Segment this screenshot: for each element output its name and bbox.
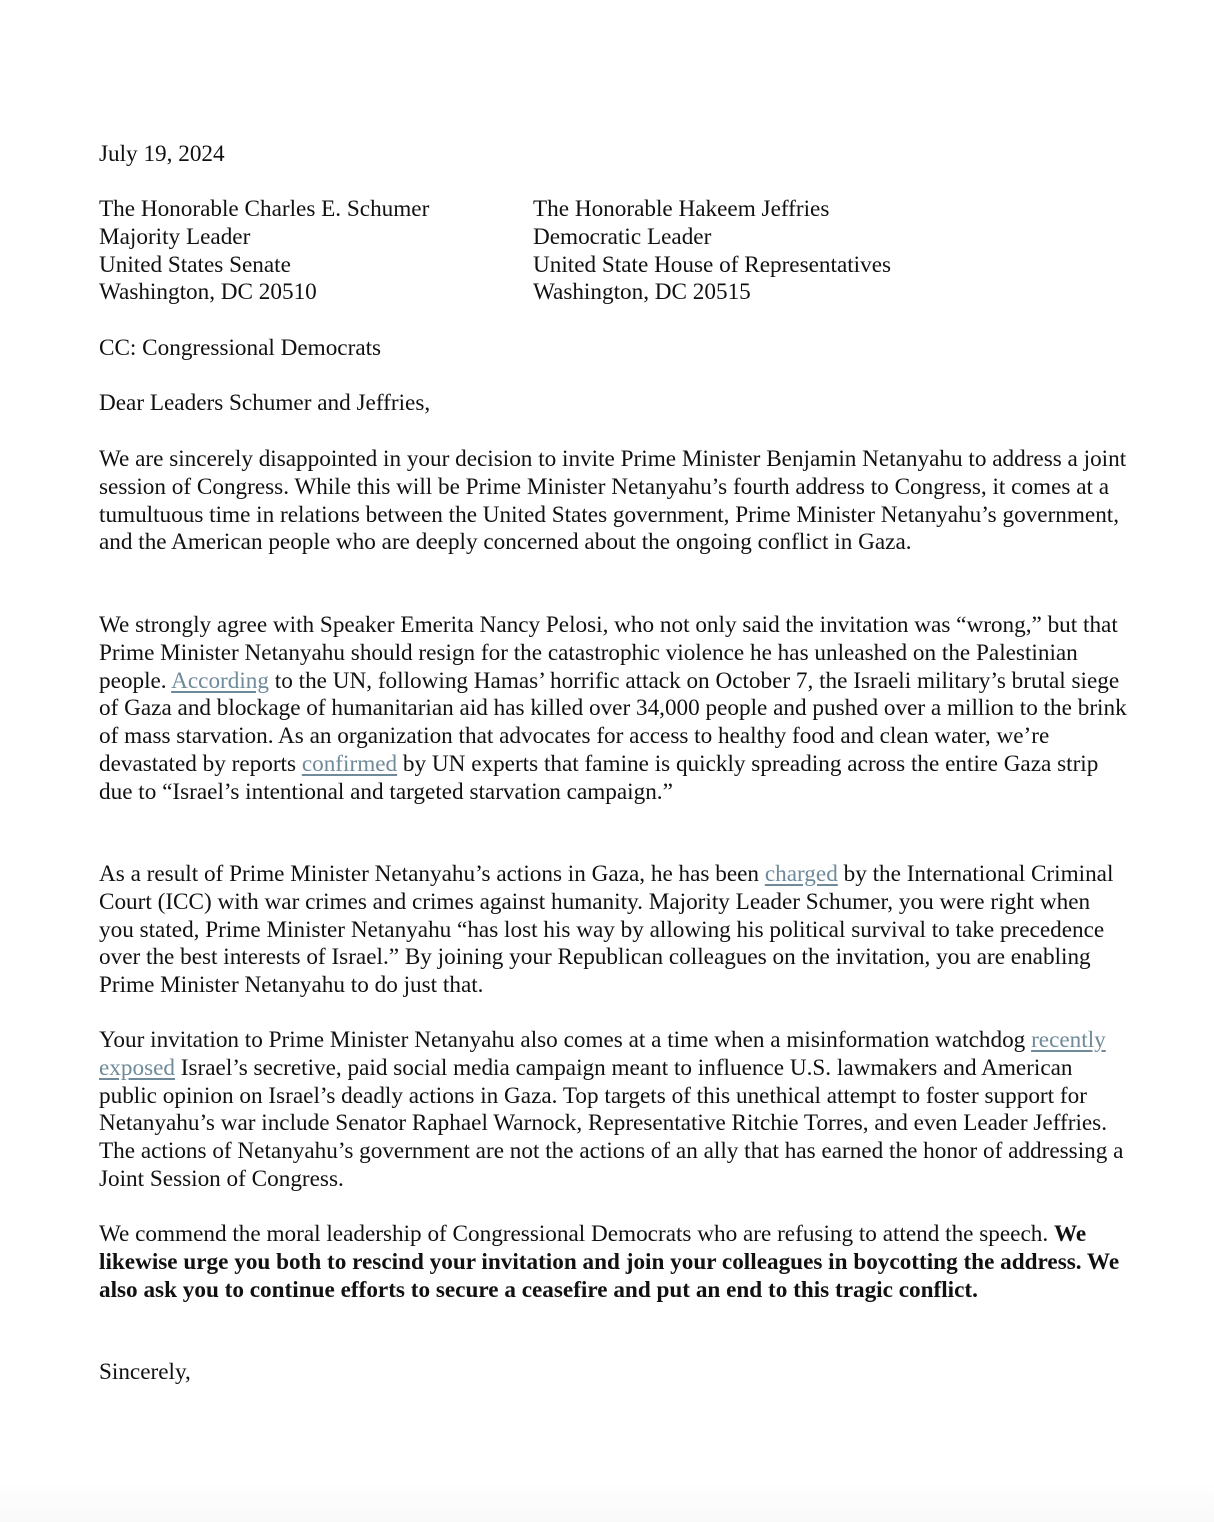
paragraph-3-text: As a result of Prime Minister Netanyahu’s actions in Gaza, he has been (99, 861, 765, 887)
paragraph-2-text: to the UN, following Hamas’ horrific attack on October 7, the Israeli military’s brutal siege of Gaza and blockage of humanitarian aid has killed over 34,000 people and pushed over a million to the brink of mass starvation. As an organization that advocates for access to healthy food and clean water, we’re devastated by reports (99, 667, 1127, 777)
paragraph-4 (99, 1027, 1129, 1194)
recipient-jeffries (533, 196, 1133, 307)
recipient-line: United State House of Representatives (533, 251, 892, 278)
paragraph-5 (99, 1221, 1129, 1304)
according-link[interactable]: According (171, 667, 269, 694)
charged-link[interactable]: charged (764, 861, 838, 887)
paragraph-2-text: by UN experts that famine is quickly spreading across the entire Gaza strip due to “Israel’s intentional and targeted starvation campaign.” (99, 750, 1099, 805)
confirmed-link[interactable]: confirmed (301, 750, 398, 777)
recipient-line: Democratic Leader (533, 223, 712, 250)
recently-exposed-link[interactable]: recently exposed (99, 1027, 1106, 1081)
letter-date: July 19, 2024 (99, 141, 225, 167)
recipient-line: Washington, DC 20510 (99, 279, 317, 306)
page-bottom-edge (0, 1482, 1214, 1522)
paragraph-4-text: Israel’s secretive, paid social media campaign meant to influence U.S. lawmakers and American public opinion on Israel’s deadly actions in Gaza. Top targets of this unethical attempt to foster support for Netanyahu’s war include Senator Raphael Warnock, Representative Ritchie Torres, and even Leader Jeffries. The actions of Netanyahu’s government are not the actions of an ally that has earned the honor of addressing a Joint Session of Congress. (99, 1054, 1124, 1192)
paragraph-4-text: Your invitation to Prime Minister Netanyahu also comes at a time when a misinformation watchdog (99, 1027, 1032, 1053)
recipient-line: United States Senate (99, 251, 291, 278)
closing: Sincerely, (99, 1359, 191, 1385)
recipient-line: Majority Leader (99, 223, 251, 250)
recipient-line: The Honorable Charles E. Schumer (99, 196, 430, 222)
recipient-line: Washington, DC 20515 (533, 279, 751, 306)
paragraph-1: We are sincerely disappointed in your decision to invite Prime Minister Benjamin Netanyahu to address a joint session of Congress. While this will be Prime Minister Netanyahu’s fourth address to Congress, it comes at a tumultuous time in relations between the United States government, Prime Minister Netanyahu’s government, and the American people who are deeply concerned about the ongoing conflict in Gaza. (99, 446, 1127, 556)
paragraph-5-request: We likewise urge you both to rescind your invitation and join your colleagues in boycotting the address. We also ask you to continue efforts to secure a ceasefire and put an end to this tragic conflict. (99, 1221, 1120, 1303)
paragraph-2-text: We strongly agree with Speaker Emerita Nancy Pelosi, who not only said the invitation was “wrong,” but that Prime Minister Netanyahu should resign for the catastrophic violence he has unleashed on the Palestinian people. (99, 612, 1118, 694)
salutation: Dear Leaders Schumer and Jeffries, (99, 390, 431, 416)
recipient-schumer (99, 196, 529, 307)
paragraph-5-text: We commend the moral leadership of Congressional Democrats who are refusing to attend the speech. (99, 1221, 1054, 1247)
paragraph-3 (99, 861, 1129, 1000)
paragraph-2 (99, 612, 1129, 807)
cc-line: CC: Congressional Democrats (99, 335, 382, 361)
paragraph-3-text: by the International Criminal Court (ICC) with war crimes and crimes against humanity. Majority Leader Schumer, you were right when you stated, Prime Minister Netanyahu “has lost his way by allowing his political survival to take precedence over the best interests of Israel.” By joining your Republican colleagues on the invitation, you are enabling Prime Minister Netanyahu to do just that. (99, 861, 1114, 999)
recipient-line: The Honorable Hakeem Jeffries (533, 196, 830, 222)
